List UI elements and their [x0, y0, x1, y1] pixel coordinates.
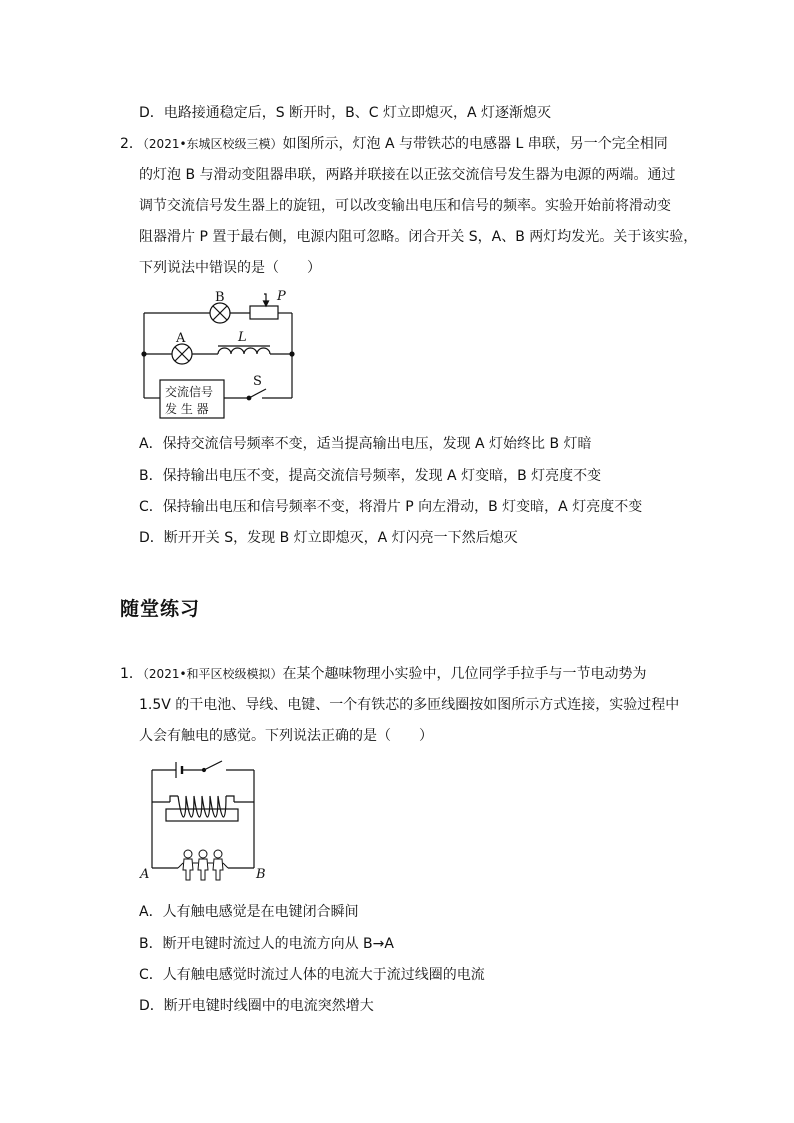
q1-option-c: C．人有触电感觉时流过人体的电流大于流过线圈的电流 — [139, 967, 485, 983]
q2-stem-line-1: 如图所示，灯泡 A 与带铁芯的电感器 L 串联，另一个完全相同 — [282, 136, 668, 152]
label-l: L — [238, 330, 247, 345]
q2-number: 2． — [120, 136, 143, 152]
q1-stem-line-2: 1.5V 的干电池、导线、电键、一个有铁芯的多匝线圈按如图所示方式连接，实验过程中 — [139, 697, 680, 713]
lamp-a-icon — [172, 344, 192, 364]
section-title: 随堂练习 — [120, 598, 201, 620]
label-b: B — [215, 290, 225, 305]
switch-icon — [203, 761, 223, 772]
q1-source: （2021•和平区校级模拟） — [142, 667, 283, 681]
q2-stem-line-2: 的灯泡 B 与滑动变阻器串联，两路并联接在以正弦交流信号发生器为电源的两端。通过 — [139, 167, 676, 183]
q1-option-b: B．断开电键时流过人的电流方向从 B→A — [139, 936, 394, 952]
q1-stem-line-3: 人会有触电的感觉。下列说法正确的是（ ） — [139, 728, 433, 744]
q2-option-c: C．保持输出电压和信号频率不变，将滑片 P 向左滑动，B 灯变暗，A 灯亮度不变 — [139, 499, 643, 515]
lamp-b-icon — [210, 303, 230, 323]
q2-option-d: D．断开开关 S，发现 B 灯立即熄灭，A 灯闪亮一下然后熄灭 — [139, 530, 518, 546]
q2-option-b: B．保持输出电压不变，提高交流信号频率，发现 A 灯变暗，B 灯亮度不变 — [139, 468, 602, 484]
label-a: A — [176, 331, 186, 346]
rheostat-icon — [250, 294, 278, 319]
label-s: S — [253, 374, 262, 389]
q1-number: 1． — [120, 666, 143, 682]
prev-option-d: D．电路接通稳定后，S 断开时，B、C 灯立即熄灭，A 灯逐渐熄灭 — [139, 105, 551, 121]
q1-first-line — [120, 664, 647, 684]
label-b: B — [256, 867, 266, 882]
inductor-l-icon — [218, 346, 270, 354]
generator-label-line1: 交流信号 — [165, 385, 214, 399]
label-a: A — [140, 867, 150, 882]
label-p: P — [277, 289, 286, 304]
battery-icon — [176, 762, 182, 778]
people-holding-hands-icon — [178, 850, 228, 880]
q2-stem-line-5: 下列说法中错误的是（ ） — [139, 260, 321, 276]
junction-dot-right — [290, 352, 294, 356]
q2-first-line — [120, 134, 668, 154]
q2-option-a: A．保持交流信号频率不变，适当提高输出电压，发现 A 灯始终比 B 灯暗 — [139, 436, 592, 452]
q2-stem-line-4: 阻器滑片 P 置于最右侧，电源内阻可忽略。闭合开关 S，A、B 两灯均发光。关于该实验， — [139, 229, 698, 245]
q2-source: （2021•东城区校级三模） — [142, 137, 283, 151]
q1-stem-line-1: 在某个趣味物理小实验中，几位同学手拉手与一节电动势为 — [282, 666, 647, 682]
generator-label-line2: 发 生 器 — [165, 402, 209, 416]
q2-circuit-diagram — [138, 288, 298, 423]
coil-with-iron-core-icon — [166, 796, 238, 821]
q2-stem-line-3: 调节交流信号发生器上的旋钮，可以改变输出电压和信号的频率。实验开始前将滑动变 — [139, 198, 671, 214]
q1-option-d: D．断开电键时线圈中的电流突然增大 — [139, 998, 374, 1014]
junction-dot-left — [142, 352, 146, 356]
q1-option-a: A．人有触电感觉是在电键闭合瞬间 — [139, 904, 359, 920]
q1-circuit-diagram — [140, 756, 270, 886]
